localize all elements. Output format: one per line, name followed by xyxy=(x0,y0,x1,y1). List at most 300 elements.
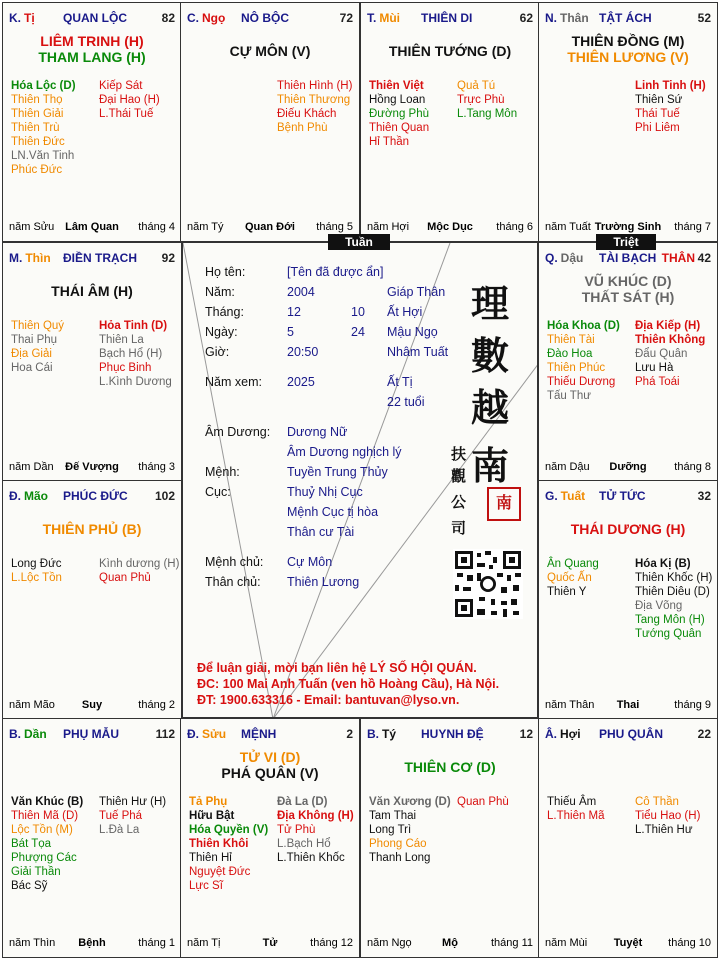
minor-star: Phá Toái xyxy=(635,376,680,388)
age-value: 22 tuổi xyxy=(387,395,425,409)
palace-branch: B. xyxy=(367,727,379,741)
palace-stage: Dưỡng xyxy=(609,461,647,473)
red-seal-stamp: 南 xyxy=(487,487,521,521)
palace-footer xyxy=(545,937,711,951)
name-label: Họ tên: xyxy=(205,265,246,279)
minor-star: Thái Tuế xyxy=(635,108,680,120)
palace-age: 72 xyxy=(339,11,353,25)
main-star: TỬ VI (D) xyxy=(239,749,301,765)
main-stars xyxy=(539,33,717,65)
minor-star: Bát Tọa xyxy=(11,838,52,850)
minor-star: Đại Hao (H) xyxy=(99,94,160,106)
palace-footer xyxy=(9,221,175,235)
palace-cell[interactable] xyxy=(2,2,182,242)
minor-star: Thiên Thọ xyxy=(11,94,63,106)
left-star-column xyxy=(547,557,599,599)
minor-star: Thiên Khốc (H) xyxy=(635,572,713,584)
minor-star: L.Kình Dương xyxy=(99,376,172,388)
palace-branch: Đ. xyxy=(9,489,21,503)
thanchu-value: Thiên Lương xyxy=(287,575,360,589)
menhchu-label: Mệnh chủ: xyxy=(205,555,264,569)
minor-star: L.Tang Môn xyxy=(457,108,518,120)
minor-star: Thiên Giải xyxy=(11,108,64,120)
palace-month: tháng 4 xyxy=(138,221,175,233)
palace-footer xyxy=(545,461,711,475)
left-star-column xyxy=(189,795,268,893)
palace-age: 2 xyxy=(346,727,353,741)
right-star-column xyxy=(457,79,517,121)
minor-star: Thiên Diêu (D) xyxy=(635,586,710,598)
palace-footer xyxy=(9,937,175,951)
minor-star: Hóa Lộc (D) xyxy=(11,80,76,92)
minor-star: Thiên Đức xyxy=(11,136,65,148)
palace-branch: Â. xyxy=(545,727,557,741)
minor-star: Văn Khúc (B) xyxy=(11,796,84,808)
palace-element: Mão xyxy=(24,489,48,503)
minor-star: Thiên Hình (H) xyxy=(277,80,353,92)
palace-element: Dần xyxy=(24,727,47,741)
palace-element: Tý xyxy=(382,727,397,741)
month-lunar: Ất Hợi xyxy=(387,305,423,319)
minor-star: Phục Binh xyxy=(99,362,152,374)
palace-stage: Tử xyxy=(262,937,278,949)
palace-cell[interactable] xyxy=(2,718,182,958)
palace-month: tháng 12 xyxy=(310,937,353,949)
palace-header xyxy=(545,489,713,505)
left-star-column xyxy=(369,79,429,149)
palace-header xyxy=(9,11,177,27)
palace-footer xyxy=(545,221,711,235)
minor-star: Trực Phù xyxy=(457,94,505,106)
main-stars xyxy=(539,273,717,305)
cuc-value-1: Thuỷ Nhị Cục xyxy=(287,485,363,499)
palace-age: 92 xyxy=(161,251,175,265)
minor-star: Thiên Thương xyxy=(277,94,351,106)
main-star: THẤT SÁT (H) xyxy=(581,289,675,305)
palace-stage: Mộc Dục xyxy=(427,221,473,233)
palace-year: năm Tị xyxy=(187,937,221,949)
palace-footer xyxy=(187,937,353,951)
minor-star: Tấu Thư xyxy=(547,390,591,402)
palace-age: 32 xyxy=(697,489,711,503)
day-lunar-num: 24 xyxy=(351,325,365,339)
main-star: THIÊN ĐỒNG (M) xyxy=(571,33,685,49)
view-year-label: Năm xem: xyxy=(205,375,262,389)
minor-star: Đường Phù xyxy=(369,108,429,120)
minor-star: Ân Quang xyxy=(547,558,599,570)
main-stars xyxy=(361,759,539,775)
palace-element: Mùi xyxy=(379,11,401,25)
year-label: Năm: xyxy=(205,285,235,299)
day-label: Ngày: xyxy=(205,325,238,339)
minor-star: Đào Hoa xyxy=(547,348,593,360)
palace-year: năm Sửu xyxy=(9,221,55,233)
palace-age: 102 xyxy=(154,489,175,503)
month-lunar-num: 10 xyxy=(351,305,365,319)
minor-star: Lưu Hà xyxy=(635,362,674,374)
palace-cell[interactable] xyxy=(360,718,540,958)
minor-star: Giải Thần xyxy=(11,866,61,878)
palace-header xyxy=(545,11,713,27)
palace-element: Tị xyxy=(24,11,35,25)
day-solar: 5 xyxy=(287,325,294,339)
minor-star: Thiên La xyxy=(99,334,144,346)
palace-branch: Q. xyxy=(545,251,558,265)
small-calligraphy-1: 扶 xyxy=(451,445,467,463)
palace-stage: Mộ xyxy=(442,937,458,949)
palace-footer xyxy=(9,461,175,475)
palace-name: QUAN LỘC xyxy=(63,11,127,25)
menh-label: Mệnh: xyxy=(205,465,240,479)
minor-star: L.Bạch Hổ xyxy=(277,838,331,850)
minor-star: Cô Thần xyxy=(635,796,679,808)
main-star: THÁI DƯƠNG (H) xyxy=(570,521,686,537)
hour-value: 20:50 xyxy=(287,345,319,359)
palace-branch: B. xyxy=(9,727,21,741)
palace-stage: Bệnh xyxy=(78,937,106,949)
right-star-column xyxy=(457,795,509,809)
view-lunar: Ất Tị xyxy=(387,375,413,389)
day-lunar: Mậu Ngọ xyxy=(387,325,438,339)
menh-value: Tuyền Trung Thủy xyxy=(287,465,388,479)
palace-year: năm Thìn xyxy=(9,937,56,949)
minor-star: L.Thiên Hư xyxy=(635,824,693,836)
minor-star: Lộc Tồn (M) xyxy=(11,824,73,836)
hour-lunar: Nhâm Tuất xyxy=(387,345,449,359)
minor-star: Hoa Cái xyxy=(11,362,53,374)
palace-cell[interactable] xyxy=(538,242,718,482)
minor-star: Lực Sĩ xyxy=(189,880,223,892)
palace-header xyxy=(367,11,535,27)
palace-name: MỆNH xyxy=(241,727,277,741)
palace-stage: Thai xyxy=(616,699,640,711)
main-star: VŨ KHÚC (D) xyxy=(584,273,672,289)
small-calligraphy-3: 公 xyxy=(451,493,467,511)
minor-star: Phúc Đức xyxy=(11,164,63,176)
main-stars xyxy=(3,33,181,65)
than-marker: THÂN xyxy=(661,251,695,265)
tuan-marker: Tuần xyxy=(328,234,390,250)
main-stars xyxy=(361,43,539,59)
palace-branch: N. xyxy=(545,11,557,25)
minor-star: Thiên Hư (H) xyxy=(99,796,167,808)
minor-star: Hóa Quyền (V) xyxy=(189,824,269,836)
left-star-column xyxy=(547,319,620,403)
left-star-column xyxy=(11,79,76,177)
palace-cell[interactable] xyxy=(180,718,360,958)
palace-footer xyxy=(9,699,175,713)
minor-star: L.Lộc Tồn xyxy=(11,572,62,584)
cuc-value-3: Thân cư Tài xyxy=(287,525,355,539)
minor-star: LN.Văn Tinh xyxy=(11,150,75,162)
minor-star: Đà La (D) xyxy=(277,796,328,808)
palace-age: 22 xyxy=(697,727,711,741)
palace-element: Thân xyxy=(560,11,589,25)
palace-age: 112 xyxy=(155,727,175,741)
right-star-column xyxy=(635,795,700,837)
main-star: THAM LANG (H) xyxy=(38,49,146,65)
main-star: CỰ MÔN (V) xyxy=(229,43,311,59)
palace-stage: Quan Đới xyxy=(245,221,295,233)
palace-header xyxy=(187,727,355,743)
minor-star: Đẩu Quân xyxy=(635,348,688,360)
cuc-label: Cục: xyxy=(205,485,231,499)
palace-cell[interactable] xyxy=(538,480,718,720)
palace-name: TÀI BẠCH xyxy=(599,251,657,265)
minor-star: Văn Xương (D) xyxy=(369,796,451,808)
amduong-value-1: Dương Nữ xyxy=(287,425,348,439)
minor-star: Phượng Các xyxy=(11,852,77,864)
year-solar: 2004 xyxy=(287,285,315,299)
minor-star: Quan Phù xyxy=(457,796,509,808)
right-star-column xyxy=(635,557,712,641)
minor-star: Thiên Y xyxy=(547,586,587,598)
palace-age: 42 xyxy=(697,251,711,265)
minor-star: Phi Liêm xyxy=(635,122,680,134)
small-calligraphy-4: 司 xyxy=(451,519,467,537)
palace-footer xyxy=(367,937,533,951)
minor-star: Tuế Phá xyxy=(99,810,143,822)
minor-star: Bệnh Phù xyxy=(277,122,328,134)
right-star-column xyxy=(635,319,705,389)
palace-footer xyxy=(367,221,533,235)
minor-star: Điếu Khách xyxy=(277,108,337,120)
minor-star: Long Trì xyxy=(369,824,412,836)
main-star: THIÊN CƠ (D) xyxy=(404,759,496,775)
right-star-column xyxy=(99,79,160,121)
palace-name: TỬ TỨC xyxy=(599,489,646,503)
minor-star: Tả Phụ xyxy=(189,796,228,808)
minor-star: Hỏa Tinh (D) xyxy=(99,320,168,332)
palace-month: tháng 7 xyxy=(674,221,711,233)
calligraphy-char-3: 越 xyxy=(471,385,510,430)
minor-star: Địa Giải xyxy=(11,348,52,360)
palace-branch: Đ. xyxy=(187,727,199,741)
small-calligraphy-2: 觀 xyxy=(451,467,467,485)
minor-star: Thanh Long xyxy=(369,852,431,864)
palace-year: năm Tý xyxy=(187,221,224,233)
palace-element: Tuất xyxy=(560,489,586,503)
cuc-value-2: Mệnh Cục tị hòa xyxy=(287,505,379,519)
left-star-column xyxy=(547,795,605,823)
palace-element: Sửu xyxy=(202,727,227,741)
month-label: Tháng: xyxy=(205,305,244,319)
minor-star: Thiếu Dương xyxy=(547,376,616,388)
minor-star: Thiên Trù xyxy=(11,122,60,134)
calligraphy-char-2: 數 xyxy=(471,333,510,378)
minor-star: Thiên Tài xyxy=(547,334,595,346)
minor-star: Tướng Quân xyxy=(635,628,702,640)
main-stars xyxy=(539,521,717,537)
minor-star: Thiên Sứ xyxy=(635,94,683,106)
contact-phone-email: ĐT: 1900.633316 - Email: bantuvan@lyso.vn. xyxy=(197,693,460,707)
amduong-value-2: Âm Dương nghịch lý xyxy=(287,445,402,459)
minor-star: Thiên Mã (D) xyxy=(11,810,79,822)
calligraphy-char-4: 南 xyxy=(471,443,510,488)
hour-label: Giờ: xyxy=(205,345,230,359)
right-star-column xyxy=(99,319,172,389)
palace-stage: Trường Sinh xyxy=(594,221,662,233)
main-stars xyxy=(3,521,181,537)
month-solar: 12 xyxy=(287,305,301,319)
main-star: THIÊN LƯƠNG (V) xyxy=(567,49,689,65)
minor-star: Hồng Loan xyxy=(369,94,426,106)
palace-month: tháng 2 xyxy=(138,699,175,711)
main-star: THIÊN TƯỚNG (D) xyxy=(388,43,512,59)
main-stars xyxy=(181,43,359,59)
palace-header xyxy=(187,11,355,27)
palace-name: THIÊN DI xyxy=(421,11,473,25)
palace-year: năm Dần xyxy=(9,461,54,473)
minor-star: Địa Kiếp (H) xyxy=(635,320,701,332)
palace-branch: M. xyxy=(9,251,23,265)
minor-star: Tam Thai xyxy=(369,810,417,822)
main-stars xyxy=(181,749,359,781)
palace-age: 52 xyxy=(697,11,711,25)
palace-cell[interactable] xyxy=(2,242,182,482)
minor-star: Thai Phụ xyxy=(11,334,58,346)
palace-stage: Suy xyxy=(81,699,103,711)
minor-star: Thiên Không xyxy=(635,334,706,346)
minor-star: Hỉ Thần xyxy=(369,136,410,148)
minor-star: Quan Phủ xyxy=(99,572,151,584)
minor-star: Bạch Hổ (H) xyxy=(99,348,163,360)
minor-star: Phong Cáo xyxy=(369,838,427,850)
minor-star: L.Thiên Mã xyxy=(547,810,605,822)
palace-branch: K. xyxy=(9,11,21,25)
name-value: [Tên đã được ẩn] xyxy=(287,265,384,279)
palace-header xyxy=(9,489,177,505)
palace-age: 62 xyxy=(519,11,533,25)
palace-cell[interactable] xyxy=(538,2,718,242)
right-star-column xyxy=(99,557,179,585)
palace-stage: Tuyệt xyxy=(613,937,643,949)
palace-footer xyxy=(545,699,711,713)
palace-cell[interactable] xyxy=(180,2,360,242)
center-info-panel xyxy=(182,242,538,718)
minor-star: Tiểu Hao (H) xyxy=(635,810,701,822)
minor-star: Quốc Ấn xyxy=(547,572,592,584)
minor-star: Thiên Quan xyxy=(369,122,430,134)
horoscope-chart xyxy=(2,2,718,958)
palace-cell[interactable] xyxy=(538,718,718,958)
minor-star: Thiên Hỉ xyxy=(189,852,232,864)
palace-header xyxy=(9,251,177,267)
palace-age: 12 xyxy=(519,727,533,741)
minor-star: Bác Sỹ xyxy=(11,880,48,892)
main-star: PHÁ QUÂN (V) xyxy=(221,765,319,781)
palace-name: PHU QUÂN xyxy=(599,727,664,741)
minor-star: L.Đà La xyxy=(99,824,140,836)
amduong-label: Âm Dương: xyxy=(205,425,271,439)
left-star-column xyxy=(11,319,64,375)
palace-name: PHÚC ĐỨC xyxy=(63,489,128,503)
minor-star: Long Đức xyxy=(11,558,62,570)
palace-year: năm Ngọ xyxy=(367,937,412,949)
right-star-column xyxy=(277,79,352,135)
palace-name: TẬT ÁCH xyxy=(599,11,652,25)
minor-star: Thiên Việt xyxy=(369,80,424,92)
palace-element: Hợi xyxy=(560,727,581,741)
minor-star: Kiếp Sát xyxy=(99,80,143,92)
palace-cell[interactable] xyxy=(360,2,540,242)
main-star: THIÊN PHỦ (B) xyxy=(42,521,142,537)
year-lunar: Giáp Thân xyxy=(387,285,446,299)
palace-header xyxy=(9,727,177,743)
menhchu-value: Cự Môn xyxy=(287,555,333,569)
minor-star: L.Thiên Khốc xyxy=(277,852,345,864)
minor-star: Quả Tú xyxy=(457,80,496,92)
minor-star: Thiên Phúc xyxy=(547,362,606,374)
minor-star: Tử Phù xyxy=(277,824,316,836)
minor-star: Địa Võng xyxy=(635,600,683,612)
palace-branch: T. xyxy=(367,11,377,25)
minor-star: Linh Tinh (H) xyxy=(635,80,706,92)
palace-month: tháng 11 xyxy=(490,937,533,949)
left-star-column xyxy=(11,557,62,585)
minor-star: Hóa Kị (B) xyxy=(635,558,691,570)
palace-month: tháng 6 xyxy=(496,221,533,233)
view-year: 2025 xyxy=(287,375,315,389)
palace-element: Thìn xyxy=(25,251,51,265)
palace-branch: G. xyxy=(545,489,558,503)
palace-age: 82 xyxy=(161,11,175,25)
palace-year: năm Thân xyxy=(545,699,595,711)
palace-stage: Đế Vượng xyxy=(65,461,119,473)
palace-name: NÔ BỘC xyxy=(241,11,289,25)
minor-star: Nguyệt Đức xyxy=(189,866,251,878)
palace-header xyxy=(545,251,713,267)
thanchu-label: Thân chủ: xyxy=(205,575,261,589)
calligraphy-char-1: 理 xyxy=(471,281,510,326)
minor-star: Hữu Bật xyxy=(189,810,235,822)
minor-star: Kình dương (H) xyxy=(99,558,180,570)
palace-month: tháng 10 xyxy=(668,937,711,949)
palace-element: Ngọ xyxy=(202,11,226,25)
palace-year: năm Dậu xyxy=(545,461,590,473)
minor-star: Thiên Khôi xyxy=(189,838,249,850)
palace-branch: C. xyxy=(187,11,199,25)
palace-element: Dậu xyxy=(560,251,584,265)
palace-year: năm Hợi xyxy=(367,221,410,233)
left-star-column xyxy=(369,795,451,865)
palace-year: năm Tuất xyxy=(545,221,591,233)
palace-cell[interactable] xyxy=(2,480,182,720)
palace-name: HUYNH ĐỆ xyxy=(421,727,484,741)
triet-marker: Triệt xyxy=(596,234,656,250)
palace-stage: Lâm Quan xyxy=(65,221,119,233)
left-star-column xyxy=(11,795,83,893)
palace-header xyxy=(545,727,713,743)
palace-year: năm Mùi xyxy=(545,937,588,949)
minor-star: Hóa Khoa (D) xyxy=(547,320,620,332)
minor-star: Địa Không (H) xyxy=(277,810,354,822)
right-star-column xyxy=(99,795,166,837)
main-stars xyxy=(3,283,181,299)
palace-header xyxy=(367,727,535,743)
right-star-column xyxy=(277,795,354,865)
minor-star: Thiên Quý xyxy=(11,320,65,332)
minor-star: L.Thái Tuế xyxy=(99,108,154,120)
right-star-column xyxy=(635,79,706,135)
palace-month: tháng 5 xyxy=(316,221,353,233)
palace-month: tháng 8 xyxy=(674,461,711,473)
palace-month: tháng 3 xyxy=(138,461,175,473)
minor-star: Tang Môn (H) xyxy=(635,614,705,626)
qr-code[interactable] xyxy=(453,549,523,619)
palace-footer xyxy=(187,221,353,235)
palace-month: tháng 9 xyxy=(674,699,711,711)
